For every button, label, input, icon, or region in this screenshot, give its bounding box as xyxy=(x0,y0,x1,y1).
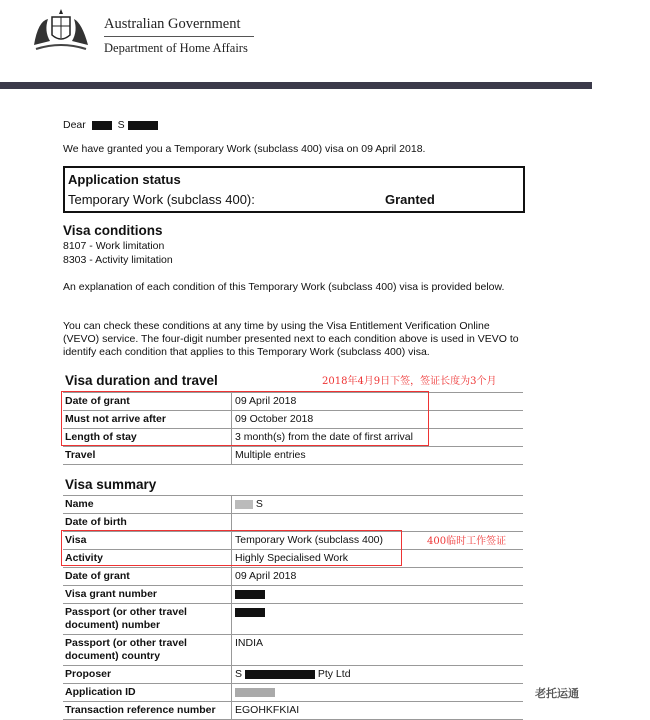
table-row xyxy=(63,635,523,666)
row-label: Visa xyxy=(65,534,87,546)
table-row xyxy=(63,604,523,635)
row-value: Temporary Work (subclass 400) xyxy=(235,534,384,546)
row-value: Multiple entries xyxy=(235,449,306,461)
condition-item: 8107 - Work limitation xyxy=(63,240,165,252)
duration-highlight xyxy=(61,391,429,446)
row-label: Date of birth xyxy=(65,516,127,528)
coat-of-arms-icon xyxy=(30,7,92,53)
condition-item: 8303 - Activity limitation xyxy=(63,254,173,266)
row-value: EGOHKFKIAI xyxy=(235,704,300,716)
redacted-name xyxy=(92,121,112,130)
row-value: 3 month(s) from the date of first arrival xyxy=(235,431,413,443)
status-label: Temporary Work (subclass 400): xyxy=(68,192,255,207)
status-value: Granted xyxy=(385,192,435,207)
row-value xyxy=(235,686,275,699)
row-value: 09 October 2018 xyxy=(235,413,314,425)
conditions-title: Visa conditions xyxy=(63,223,163,238)
duration-title: Visa duration and travel xyxy=(65,373,218,388)
intro-text: We have granted you a Temporary Work (subclass 400) visa on 09 April 2018. xyxy=(63,143,426,155)
visa-highlight xyxy=(61,530,402,566)
row-label: Length of stay xyxy=(65,431,137,443)
summary-title: Visa summary xyxy=(65,477,157,492)
row-label: Proposer xyxy=(65,668,112,680)
table-row xyxy=(63,666,523,684)
table-row xyxy=(63,684,523,702)
row-value: Highly Specialised Work xyxy=(235,552,349,564)
table-row xyxy=(63,447,523,465)
table-row xyxy=(63,568,523,586)
row-label: Application ID xyxy=(65,686,136,698)
salutation-text: Dear xyxy=(63,119,86,131)
government-name: Australian Government xyxy=(104,16,241,32)
redacted-surname xyxy=(128,121,158,130)
header-divider xyxy=(104,36,254,37)
row-label: Name xyxy=(65,498,94,510)
row-value: S Pty Ltd xyxy=(235,668,351,680)
table-row xyxy=(63,496,523,514)
row-label: Transaction reference number xyxy=(65,704,216,716)
table-row xyxy=(63,702,523,720)
vevo-paragraph: You can check these conditions at any time by using the Visa Entitlement Verification Online (VEVO) service. The four-digit number presented next to each condition above is used in VEVO to identify each condition that applies to this Temporary Work (subclass 400) visa. xyxy=(63,320,519,358)
row-label: Activity xyxy=(65,552,103,564)
row-label: Date of grant xyxy=(65,570,130,582)
row-label: Passport (or other travel document) country xyxy=(65,637,187,662)
duration-annotation: 2018年4月9日下签，签证长度为3个月 xyxy=(322,376,497,387)
letterhead xyxy=(0,0,592,82)
department-name: Department of Home Affairs xyxy=(104,41,248,55)
row-value: S xyxy=(235,498,263,511)
status-title: Application status xyxy=(68,172,181,187)
application-status-box xyxy=(63,166,525,213)
row-label: Travel xyxy=(65,449,96,461)
row-value: 09 April 2018 xyxy=(235,570,297,582)
summary-table xyxy=(63,495,523,720)
visa-annotation: 400临时工作签证 xyxy=(427,536,507,547)
row-value: 09 April 2018 xyxy=(235,395,297,407)
row-label: Must not arrive after xyxy=(65,413,166,425)
conditions-paragraph: An explanation of each condition of this Temporary Work (subclass 400) visa is provided below. xyxy=(63,281,505,293)
header-band xyxy=(0,82,592,89)
salutation: Dear S xyxy=(63,119,158,131)
row-value xyxy=(235,588,265,601)
row-value: INDIA xyxy=(235,637,264,649)
watermark: 老托运通 xyxy=(535,688,579,700)
table-row xyxy=(63,586,523,604)
row-label: Date of grant xyxy=(65,395,130,407)
row-label: Passport (or other travel document) number xyxy=(65,606,187,631)
row-label: Visa grant number xyxy=(65,588,157,600)
row-value xyxy=(235,606,265,619)
